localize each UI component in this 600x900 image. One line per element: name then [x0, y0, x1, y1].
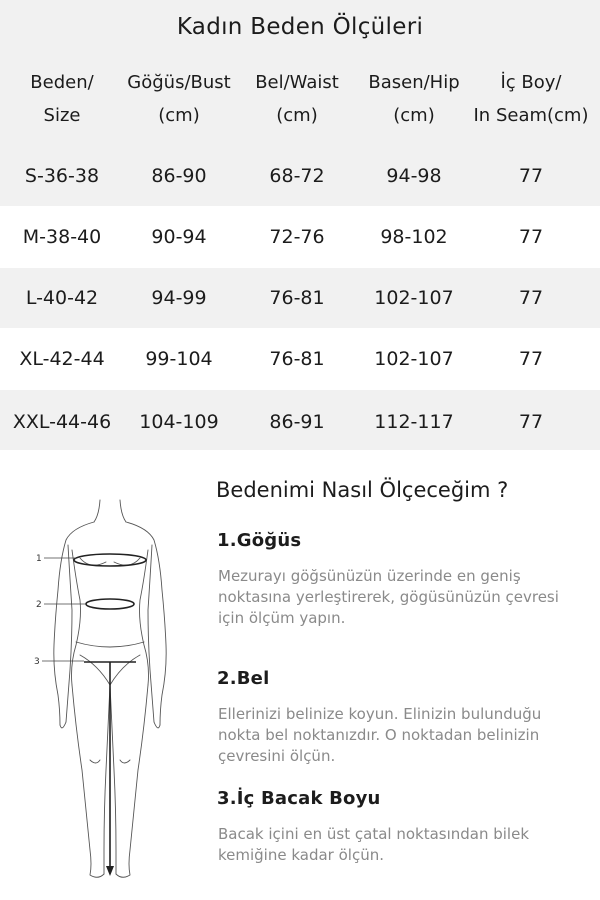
- section-title-waist: 2.Bel: [217, 668, 270, 689]
- table-row: [0, 328, 600, 390]
- cell-inseam: 77: [518, 348, 544, 370]
- table-row: [0, 206, 600, 268]
- cell-hip: 102-107: [374, 287, 454, 309]
- cell-inseam: 77: [518, 165, 544, 187]
- header-size: Beden/ Size: [30, 72, 94, 126]
- section-title-bust: 1.Göğüs: [217, 530, 302, 551]
- cell-waist: 76-81: [269, 348, 325, 370]
- section-text-inseam: Bacak içini en üst çatal noktasından bilek kemiğine kadar ölçün.: [218, 825, 530, 864]
- cell-hip: 102-107: [374, 348, 454, 370]
- marker-2: 2: [36, 600, 42, 610]
- cell-size: L-40-42: [25, 287, 99, 309]
- header-inseam: İç Boy/ In Seam(cm): [473, 72, 589, 126]
- howto-title: Bedenimi Nasıl Ölçeceğim ?: [216, 478, 509, 502]
- cell-waist: 72-76: [269, 226, 325, 248]
- cell-bust: 104-109: [139, 411, 219, 433]
- cell-size: XXL-44-46: [12, 411, 112, 433]
- marker-3: 3: [34, 657, 40, 667]
- cell-hip: 98-102: [380, 226, 448, 248]
- cell-bust: 90-94: [151, 226, 207, 248]
- page-title: Kadın Beden Ölçüleri: [176, 14, 424, 40]
- table-row: [0, 145, 600, 207]
- section-text-bust: Mezurayı göğsünüzün üzerinde en geniş noktasına yerleştirerek, gögüsünüzün çevresi için ölçüm yapın.: [218, 567, 559, 627]
- cell-size: S-36-38: [24, 165, 100, 187]
- cell-bust: 86-90: [151, 165, 207, 187]
- marker-1: 1: [36, 554, 42, 564]
- table-header: [0, 66, 600, 136]
- cell-waist: 68-72: [269, 165, 325, 187]
- table-row: [0, 391, 600, 453]
- header-bust: Göğüs/Bust (cm): [127, 72, 231, 126]
- cell-inseam: 77: [518, 226, 544, 248]
- cell-size: M-38-40: [22, 226, 102, 248]
- section-text-waist: Ellerinizi belinize koyun. Elinizin bulunduğu nokta bel noktanızdır. O noktadan belinizin çevresini ölçün.: [218, 705, 542, 765]
- cell-inseam: 77: [518, 411, 544, 433]
- cell-waist: 76-81: [269, 287, 325, 309]
- table-row: [0, 267, 600, 329]
- cell-size: XL-42-44: [19, 348, 105, 370]
- header-waist: Bel/Waist (cm): [255, 72, 339, 126]
- cell-bust: 94-99: [151, 287, 207, 309]
- section-title-inseam: 3.İç Bacak Boyu: [217, 788, 381, 809]
- body-figure-illustration: [20, 470, 210, 890]
- cell-hip: 112-117: [374, 411, 454, 433]
- cell-inseam: 77: [518, 287, 544, 309]
- cell-waist: 86-91: [269, 411, 325, 433]
- cell-bust: 99-104: [145, 348, 213, 370]
- cell-hip: 94-98: [386, 165, 442, 187]
- header-hip: Basen/Hip (cm): [368, 72, 460, 126]
